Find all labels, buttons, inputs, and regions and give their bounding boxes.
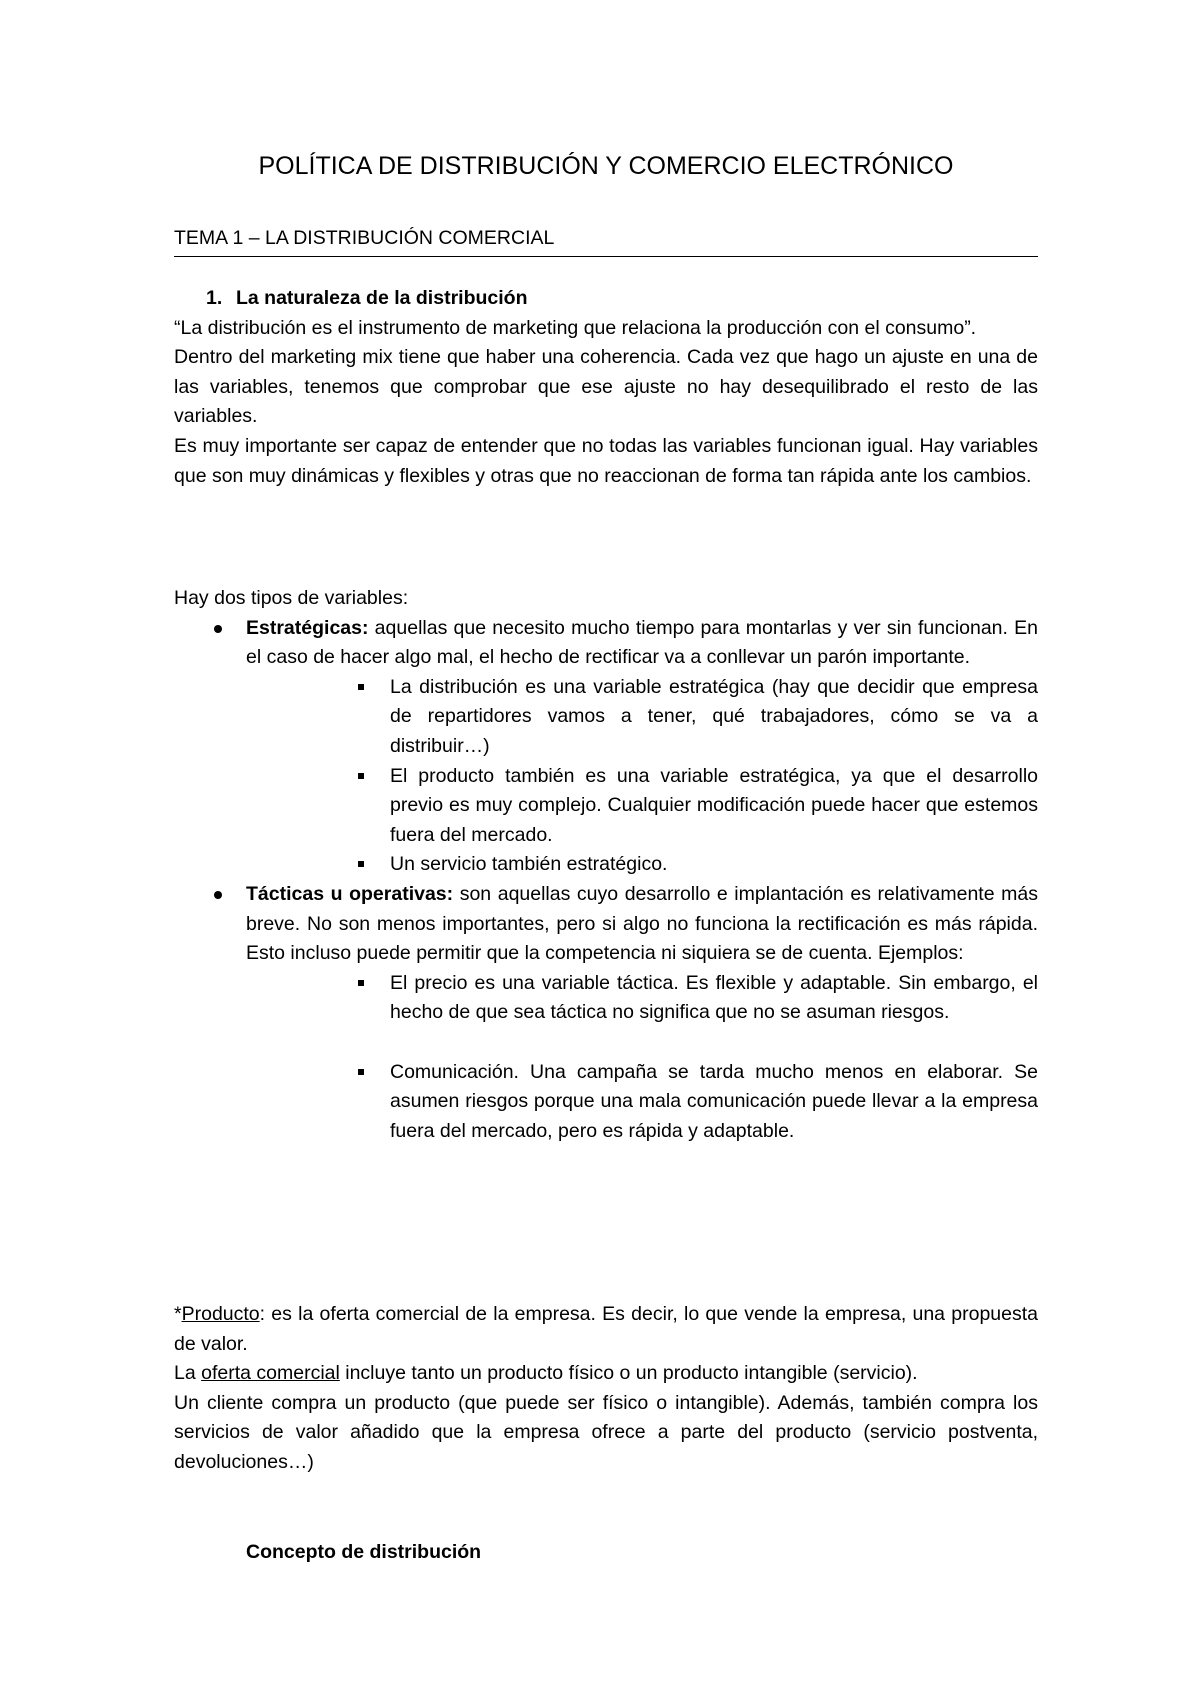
definition-quote: “La distribución es el instrumento de marketing que relaciona la producción con el consumo”. bbox=[174, 316, 977, 339]
producto-definition bbox=[174, 1300, 1038, 1359]
sub-bullet-distribucion bbox=[174, 673, 1038, 762]
sub-bullet-text: Comunicación. Una campaña se tarda mucho menos en elaborar. Se asumen riesgos porque una mala comunicación puede llevar a la empresa fuera del mercado, pero es rápida y adaptable. bbox=[390, 1060, 1038, 1142]
square-bullet-icon bbox=[358, 773, 364, 779]
variable-types bbox=[174, 584, 1038, 1146]
bullet-dot-icon bbox=[214, 625, 222, 633]
square-bullet-icon bbox=[358, 980, 364, 986]
types-intro: Hay dos tipos de variables: bbox=[174, 587, 409, 609]
sub-bullet-producto bbox=[174, 762, 1038, 851]
oferta-paragraph bbox=[174, 1359, 1038, 1389]
section-naturaleza bbox=[174, 284, 1038, 491]
sub-bullet-text: Un servicio también estratégico. bbox=[390, 853, 668, 876]
bullet-text: son aquellas cuyo desarrollo e implantación es relativamente más breve. No son menos importantes, pero si algo no funciona la rectificación es más rápida. Esto incluso puede permitir que la competencia ni siquiera se de cuenta. Ejemplos: bbox=[246, 882, 1038, 965]
bullet-text: aquellas que necesito mucho tiempo para montarlas y ver sin funcionan. En el caso de hacer algo mal, el hecho de rectificar va a conllevar un parón importante. bbox=[246, 616, 1038, 669]
subheading-concepto: Concepto de distribución bbox=[246, 1541, 482, 1563]
section-number: 1. bbox=[206, 287, 223, 309]
bullet-dot-icon bbox=[214, 891, 222, 899]
oferta-pre: La bbox=[174, 1362, 202, 1385]
spacer bbox=[174, 1028, 1038, 1058]
square-bullet-icon bbox=[358, 861, 364, 867]
producto-term: Producto bbox=[181, 1303, 260, 1325]
producto-def-text: : es la oferta comercial de la empresa. Es decir, lo que vende la empresa, una propuesta de valor. bbox=[174, 1303, 1038, 1355]
sub-bullet-comunicacion bbox=[174, 1058, 1038, 1147]
sub-bullet-precio bbox=[174, 969, 1038, 1028]
section-heading-text: La naturaleza de la distribución bbox=[236, 287, 528, 309]
oferta-term: oferta comercial bbox=[201, 1362, 340, 1385]
oferta-post: incluye tanto un producto físico o un producto intangible (servicio). bbox=[339, 1362, 918, 1385]
square-bullet-icon bbox=[358, 684, 364, 690]
paragraph-variables: Es muy importante ser capaz de entender que no todas las variables funcionan igual. Hay variables que son muy dinámicas y flexibles y otras que no reaccionan de forma tan rápida ante los cambios. bbox=[174, 434, 1038, 487]
square-bullet-icon bbox=[358, 1069, 364, 1075]
bullet-tacticas bbox=[174, 880, 1038, 969]
paragraph-marketing-mix: Dentro del marketing mix tiene que haber una coherencia. Cada vez que hago un ajuste en una de las variables, tenemos que comprobar que ese ajuste no hay desequilibrado el resto de las variables. bbox=[174, 346, 1038, 428]
section-heading bbox=[174, 284, 1038, 314]
sub-bullet-text: El precio es una variable táctica. Es flexible y adaptable. Sin embargo, el hecho de que sea táctica no significa que no se asuman riesgos. bbox=[390, 971, 1038, 1024]
sub-bullet-text: El producto también es una variable estratégica, ya que el desarrollo previo es muy complejo. Cualquier modificación puede hacer que estemos fuera del mercado. bbox=[390, 764, 1038, 846]
bullet-label: Estratégicas: bbox=[246, 616, 369, 639]
bullet-estrategicas bbox=[174, 614, 1038, 673]
document-title: POLÍTICA DE DISTRIBUCIÓN Y COMERCIO ELECTRÓNICO bbox=[258, 152, 954, 180]
asterisk: * bbox=[174, 1303, 182, 1325]
cliente-paragraph: Un cliente compra un producto (que puede ser físico o intangible). Además, también compra los servicios de valor añadido que la empresa ofrece a parte del producto (servicio postventa, devoluciones…) bbox=[174, 1391, 1038, 1473]
producto-note bbox=[174, 1300, 1038, 1478]
sub-bullet-text: La distribución es una variable estratégica (hay que decidir que empresa de repartidores vamos a tener, qué trabajadores, cómo se va a distribuir…) bbox=[390, 675, 1038, 757]
chapter-heading: TEMA 1 – LA DISTRIBUCIÓN COMERCIAL bbox=[174, 224, 1038, 257]
sub-bullet-servicio bbox=[174, 850, 1038, 880]
bullet-label: Tácticas u operativas: bbox=[246, 882, 454, 905]
